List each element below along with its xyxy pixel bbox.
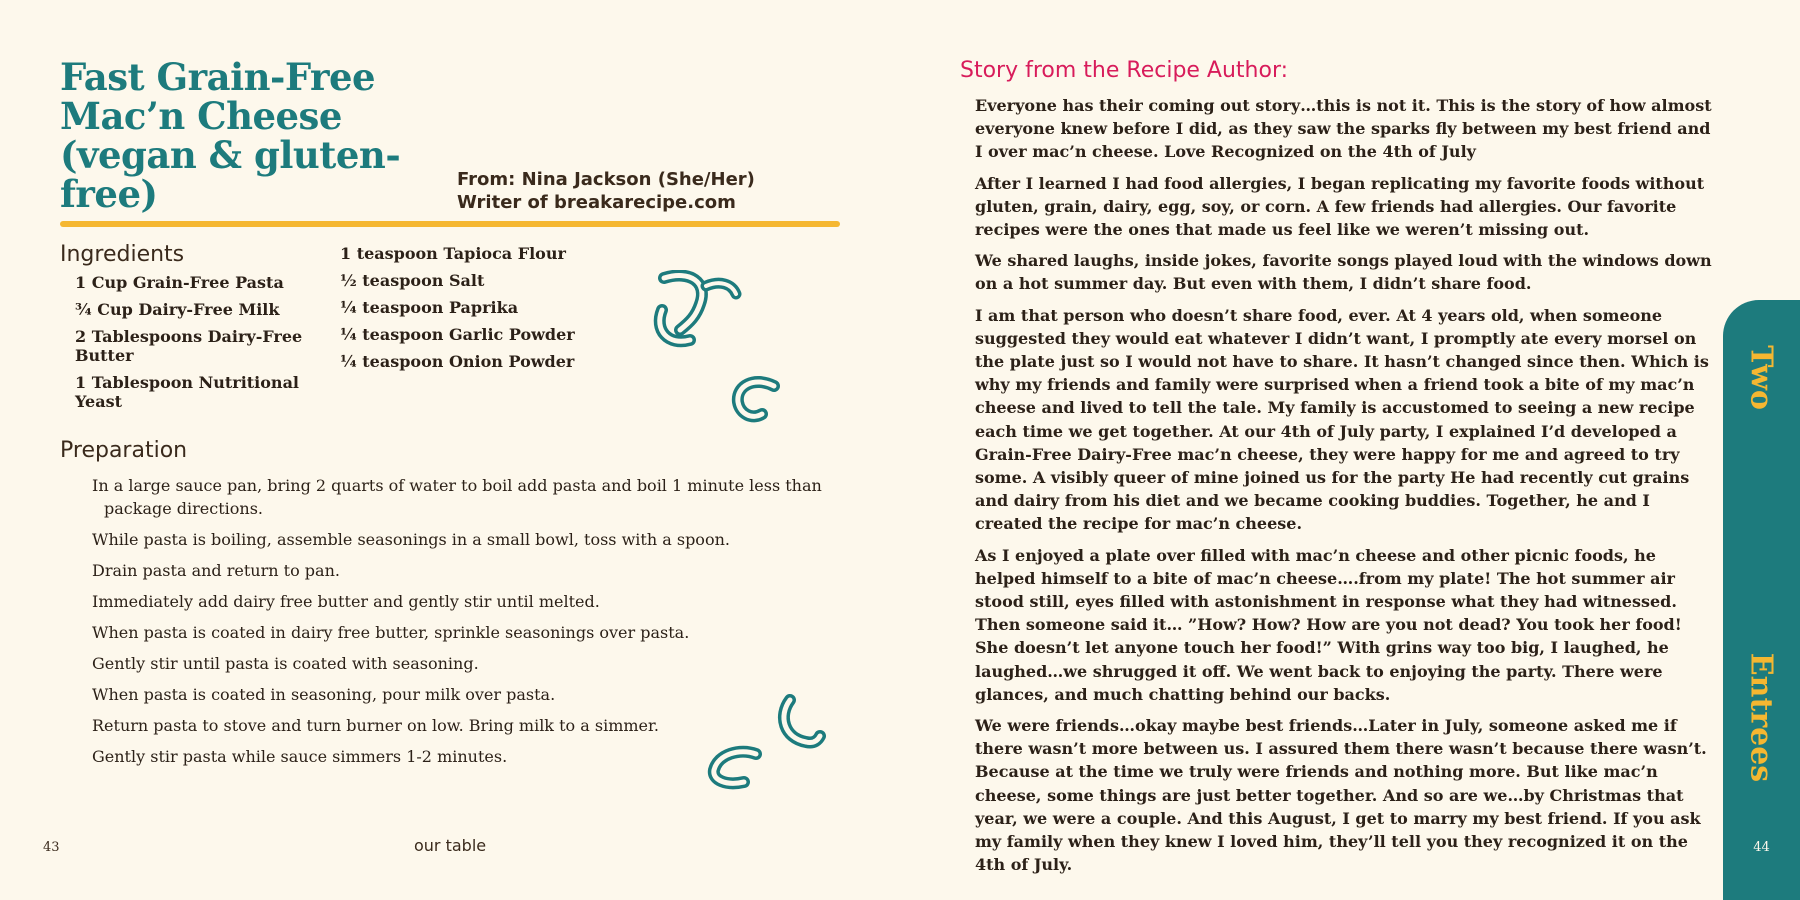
ingredient-item: 1 Cup Grain-Free Pasta xyxy=(75,273,284,292)
title-divider xyxy=(60,221,840,227)
story-paragraph: I am that person who doesn’t share food, ever. At 4 years old, when someone suggested they would eat whatever I didn’t want, I promptly ate every morsel on the plate just so I would not have to share. It hasn’t changed since then. Which is why my friends and family were surprised when a friend took a bite of my mac’n cheese and lived to tell the tale. My family is accustomed to seeing a new recipe each time we get together. At our 4th of July party, I explained I’d developed a Grain-Free Dairy-Free mac’n cheese, they were happy for me and agreed to try some. A visibly queer of mine joined us for the party He had recently cut grains and dairy from his diet and we became cooking buddies. Together, he and I created the recipe for mac’n cheese. xyxy=(975,305,1709,534)
ingredients-list-1 xyxy=(75,273,315,419)
macaroni-icon xyxy=(776,692,826,750)
footer-title: our table xyxy=(414,836,487,855)
ingredient-item: ¼ teaspoon Garlic Powder xyxy=(340,325,575,344)
recipe-title xyxy=(60,55,430,216)
ingredients-heading: Ingredients xyxy=(60,242,185,267)
story-paragraph: We were friends…okay maybe best friends…Later in July, someone asked me if there wasn’t more between us. I assured them there wasn’t because there wasn’t. Because at the time we truly were friends and nothing more. But like mac’n cheese, some things are just better together. And so are we…by Christmas that year, we were a couple. And this August, I get to marry my best friend. If you ask my family when they knew I loved him, they’ll tell you they recognized it on the 4th of July. xyxy=(975,716,1707,875)
ingredient-item: 2 Tablespoons Dairy-Free Butter xyxy=(75,327,303,365)
story-paragraph: Everyone has their coming out story…this is not it. This is the story of how almost everyone knew before I did, as they saw the sparks fly between my best friend and I over mac’n cheese. Love Recognized on the 4th of July xyxy=(975,96,1712,162)
macaroni-icon xyxy=(650,270,742,350)
tab-label-two: Two xyxy=(1743,345,1779,410)
ingredient-item: 1 Tablespoon Nutritional Yeast xyxy=(75,373,300,411)
title-line: (vegan & gluten- xyxy=(60,133,401,177)
ingredient-item: ¼ teaspoon Onion Powder xyxy=(340,352,575,371)
title-line: Fast Grain-Free xyxy=(60,55,376,99)
page-number: 44 xyxy=(1753,840,1770,855)
story-body xyxy=(975,94,1715,885)
ingredient-item: ¾ Cup Dairy-Free Milk xyxy=(75,300,280,319)
step-item: In a large sauce pan, bring 2 quarts of water to boil add pasta and boil 1 minute less than package directions. xyxy=(92,476,822,518)
ingredient-item: ½ teaspoon Salt xyxy=(340,271,485,290)
title-line: free) xyxy=(60,172,158,216)
step-item: When pasta is coated in seasoning, pour milk over pasta. xyxy=(92,685,556,704)
preparation-heading: Preparation xyxy=(60,438,188,463)
recipe-author xyxy=(457,168,755,214)
step-item: While pasta is boiling, assemble seasonings in a small bowl, toss with a spoon. xyxy=(92,530,730,549)
step-item: Return pasta to stove and turn burner on low. Bring milk to a simmer. xyxy=(92,716,659,735)
tab-label-entrees: Entrees xyxy=(1743,652,1779,783)
right-page xyxy=(900,0,1800,900)
step-item: Gently stir pasta while sauce simmers 1-2 minutes. xyxy=(92,747,508,766)
macaroni-icon xyxy=(704,744,768,792)
step-item: Immediately add dairy free butter and gently stir until melted. xyxy=(92,592,600,611)
story-paragraph: We shared laughs, inside jokes, favorite songs played loud with the windows down on a hot summer day. But even with them, I didn’t share food. xyxy=(975,251,1712,294)
step-item: Gently stir until pasta is coated with seasoning. xyxy=(92,654,479,673)
ingredient-item: 1 teaspoon Tapioca Flour xyxy=(340,244,566,263)
step-item: Drain pasta and return to pan. xyxy=(92,561,340,580)
author-site: Writer of breakarecipe.com xyxy=(457,192,736,213)
page-number: 43 xyxy=(43,840,60,855)
step-item: When pasta is coated in dairy free butter, sprinkle seasonings over pasta. xyxy=(92,623,690,642)
story-paragraph: After I learned I had food allergies, I began replicating my favorite foods without gluten, grain, dairy, egg, soy, or corn. A few friends had allergies. Our favorite recipes were the ones that made us feel like we weren’t missing out. xyxy=(975,173,1705,240)
section-tab xyxy=(1723,300,1800,900)
story-heading: Story from the Recipe Author: xyxy=(960,58,1289,83)
author-name: From: Nina Jackson (She/Her) xyxy=(457,169,755,190)
preparation-steps xyxy=(92,474,842,776)
ingredient-item: ¼ teaspoon Paprika xyxy=(340,298,519,317)
macaroni-icon xyxy=(728,374,784,424)
story-paragraph: As I enjoyed a plate over filled with mac’n cheese and other picnic foods, he helped himself to a bite of mac’n cheese….from my plate! The hot summer air stood still, eyes filled with astonishment in response what they had witnessed. Then someone said it… ”How? How? How are you not dead? You took her food! She doesn’t let anyone touch her food!” With grins way too big, I laughed, he laughed…we shrugged it off. We went back to enjoying the party. There were glances, and much chatting behind our backs. xyxy=(975,545,1682,704)
title-line: Mac’n Cheese xyxy=(60,94,342,138)
ingredients-list-2 xyxy=(340,244,600,379)
